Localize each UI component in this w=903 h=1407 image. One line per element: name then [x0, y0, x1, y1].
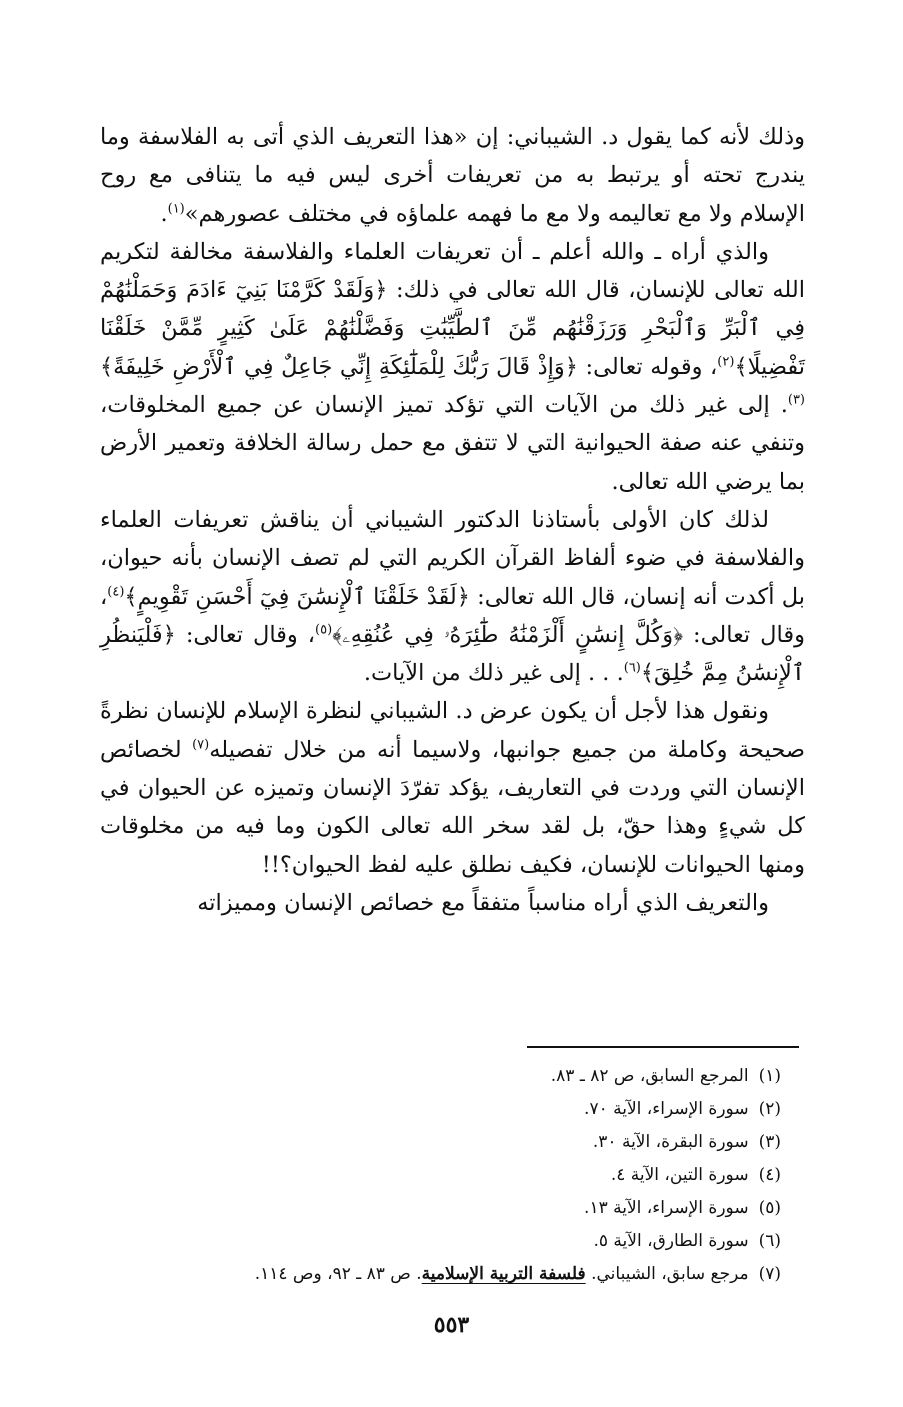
footnote-reference: (٢): [717, 354, 735, 370]
footnotes: [91, 1060, 781, 1291]
footnote-number: (٥): [758, 1198, 781, 1218]
paragraph-text: ونقول هذا لأجل أن يكون عرض د. الشيباني لنظرة الإسلام للإنسان نظرةً صحيحة وكاملة من جميع جوانبها، ولاسيما أنه من خلال تفصيله: [100, 698, 805, 763]
paragraph-text: . . . إلى غير ذلك من الآيات.: [363, 660, 624, 687]
paragraph: [100, 118, 805, 233]
footnote-item: [91, 1060, 781, 1093]
paragraph-text: ، وقوله تعالى: ﴿وَإِذْ قَالَ رَبُّكَ لِلْمَلَٰٓئِكَةِ إِنِّي جَاعِلٌ فِي ٱلْأَرْضِ خَلِيفَةً﴾: [100, 353, 718, 380]
paragraph-text: لذلك كان الأولى بأستاذنا الدكتور الشيباني أن يناقش تعريفات العلماء والفلاسفة في ضوء ألفاظ القرآن الكريم التي لم تصف الإنسان بأنه حيوان، بل أكدت أنه إنسان، قال الله تعالى: ﴿لَقَدْ خَلَقْنَا ٱلْإِنسَٰنَ فِيٓ أَحْسَنِ تَقْوِيمٍ﴾: [100, 506, 805, 610]
paragraph: [100, 233, 805, 501]
page-number: ٥٥٣: [433, 1312, 470, 1338]
paragraph: [100, 692, 805, 883]
footnote-item: [91, 1159, 781, 1192]
main-text: [100, 118, 805, 922]
paragraph: [100, 501, 805, 692]
footnote-number: (٣): [758, 1132, 781, 1152]
paragraph-text: .: [160, 200, 168, 227]
footnote-divider: [527, 1046, 799, 1048]
footnote-reference: (٧): [192, 737, 210, 753]
footnote-text: سورة الإسراء، الآية ٧٠.: [584, 1099, 749, 1119]
footnote-pages: . ص ٨٣ ـ ٩٢، وص ١١٤.: [254, 1264, 422, 1284]
paragraph-text: ، وقال تعالى: ﴿فَلْيَنظُرِ ٱلْإِنسَٰنُ مِمَّ خُلِقَ﴾: [100, 621, 805, 687]
footnote-item: [91, 1126, 781, 1159]
footnote-reference: (٥): [315, 622, 333, 638]
footnote-number: (٢): [758, 1099, 781, 1119]
paragraph-text: وذلك لأنه كما يقول د. الشيباني: إن «هذا التعريف الذي أتى به الفلاسفة وما يندرج تحته أو يرتبط به من تعريفات أخرى ليس فيه ما يتنافى مع روح الإسلام ولا مع تعاليمه ولا مع ما فهمه علماؤه في مختلف عصورهم»: [100, 124, 805, 227]
footnote-number: (١): [758, 1066, 781, 1086]
footnote-item: [91, 1093, 781, 1126]
footnote-text: سورة الإسراء، الآية ١٣.: [584, 1198, 749, 1218]
footnote-reference: (١): [167, 201, 185, 217]
footnote-number: (٤): [758, 1165, 781, 1185]
paragraph-text: والذي أراه ـ والله أعلم ـ أن تعريفات العلماء والفلاسفة مخالفة لتكريم الله تعالى للإنسان، قال الله تعالى في ذلك: ﴿وَلَقَدْ كَرَّمْنَا بَنِيٓ ءَادَمَ وَحَمَلْنَٰهُمْ فِي ٱلْبَرِّ وَٱلْبَحْرِ وَرَزَقْنَٰهُم مِّنَ ٱلطَّيِّبَٰتِ وَفَضَّلْنَٰهُمْ عَلَىٰ كَثِيرٍ مِّمَّنْ خَلَقْنَا تَفْضِيلًا﴾: [100, 238, 805, 380]
footnote-number: (٦): [758, 1231, 781, 1251]
paragraph-text: ، وقال تعالى: ﴿وَكُلَّ إِنسَٰنٍ أَلْزَمْنَٰهُ طَٰٓئِرَهُۥ فِي عُنُقِهِۦ﴾: [100, 583, 805, 648]
footnote-number: (٧): [758, 1264, 781, 1284]
footnote-item: [91, 1192, 781, 1225]
footnote-text: سورة التين، الآية ٤.: [610, 1165, 749, 1185]
paragraph-text: لخصائص الإنسان التي وردت في التعاريف، يؤكد تفرّدَ الإنسان وتميزه عن الحيوان في كل شيءٍ وهذا حقّ، بل لقد سخر الله تعالى الكون وما فيه من مخلوقات ومنها الحيوانات للإنسان، فكيف نطلق عليه لفظ الحيوان؟!!: [100, 736, 805, 878]
paragraph: [100, 884, 805, 922]
footnote-book-title: فلسفة التربية الإسلامية: [421, 1264, 586, 1284]
paragraph-text: والتعريف الذي أراه مناسباً متفقاً مع خصائص الإنسان ومميزاته: [197, 889, 769, 916]
footnote-text: سورة البقرة، الآية ٣٠.: [592, 1132, 749, 1152]
footnote-reference: (٦): [623, 660, 641, 676]
footnote-item: [91, 1258, 781, 1291]
footnote-text: المرجع السابق، ص ٨٢ ـ ٨٣.: [550, 1066, 749, 1086]
paragraph-text: . إلى غير ذلك من الآيات التي تؤكد تميز الإنسان عن جميع المخلوقات، وتنفي عنه صفة الحيوانية التي لا تتفق مع حمل رسالة الخلافة وتعمير الأرض بما يرضي الله تعالى.: [100, 392, 805, 495]
footnote-item: [91, 1225, 781, 1258]
footnote-text: مرجع سابق، الشيباني.: [591, 1264, 749, 1284]
footnote-text: سورة الطارق، الآية ٥.: [593, 1231, 749, 1251]
footnote-reference: (٣): [787, 392, 805, 408]
footnote-reference: (٤): [107, 584, 125, 600]
